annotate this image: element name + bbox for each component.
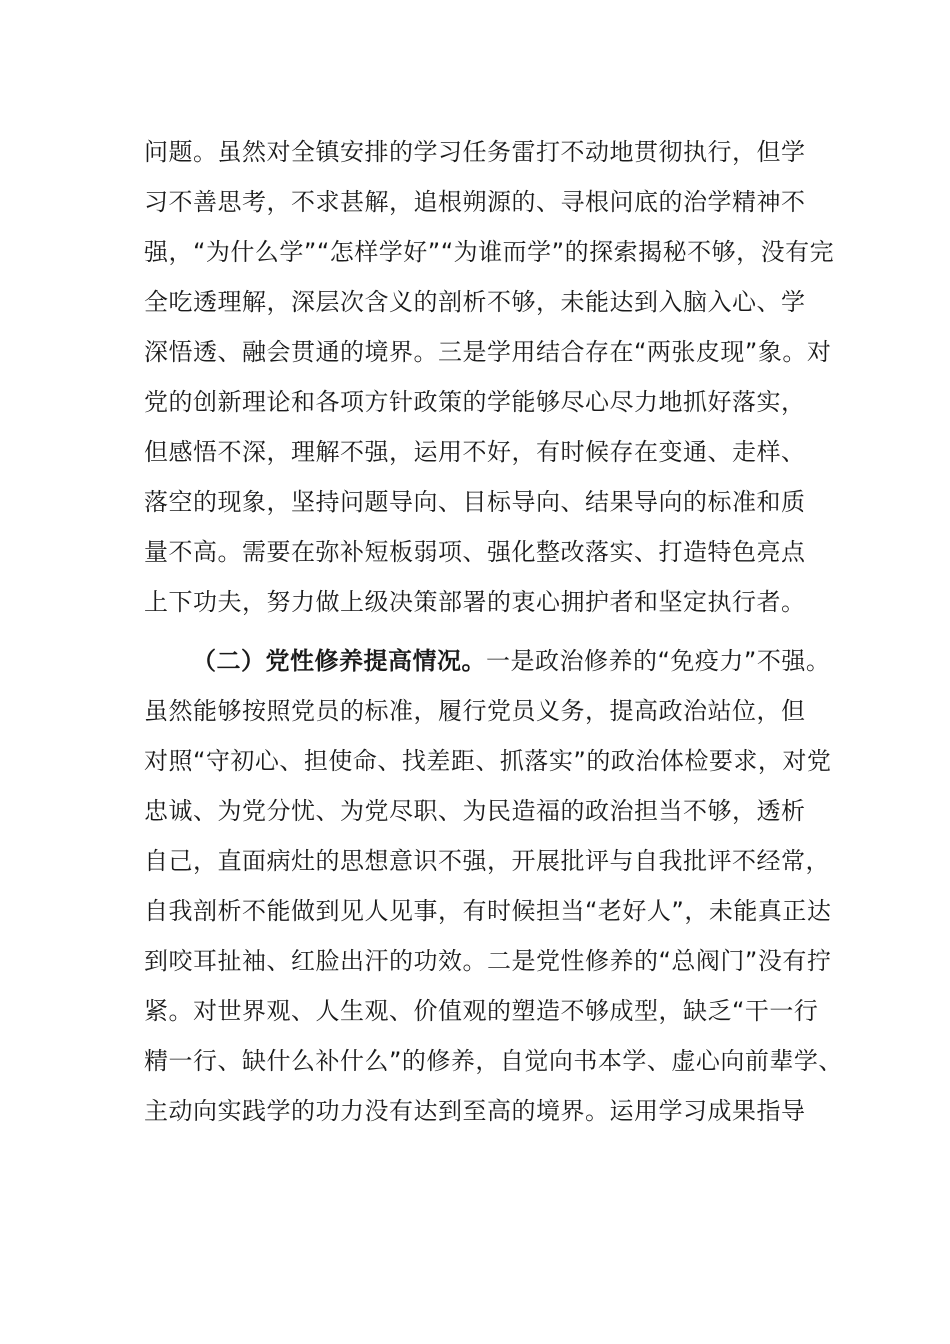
paragraph-2-line: 精一行、缺什么补什么”的修养，自觉向书本学、虚心向前辈学、 (144, 1047, 843, 1075)
paragraph-2-first-line (144, 636, 831, 686)
paragraph-1-line: 量不高。需要在弥补短板弱项、强化整改落实、打造特色亮点 (144, 538, 806, 566)
paragraph-1-line: 落空的现象，坚持问题导向、目标导向、结果导向的标准和质 (144, 488, 806, 516)
section-heading: （二）党性修养提高情况。 (192, 647, 486, 675)
paragraph-2-line: 虽然能够按照党员的标准，履行党员义务，提高政治站位，但 (144, 697, 806, 725)
paragraph-2-line: 对照“守初心、担使命、找差距、抓落实”的政治体检要求，对党 (144, 747, 832, 775)
paragraph-2-line: 到咬耳扯袖、红脸出汗的功效。二是党性修养的“总阀门”没有拧 (144, 947, 832, 975)
paragraph-1-line: 习不善思考，不求甚解，追根朔源的、寻根问底的治学精神不 (144, 188, 806, 216)
paragraph-2-line: 自我剖析不能做到见人见事，有时候担当“老好人”，未能真正达 (144, 897, 832, 925)
paragraph-2 (144, 636, 843, 1136)
paragraph-1-line: 深悟透、融会贯通的境界。三是学用结合存在“两张皮现”象。对 (144, 338, 832, 366)
paragraph-1-line: 党的创新理论和各项方针政策的学能够尽心尽力地抓好落实， (144, 388, 806, 416)
paragraph-2-line: 自己，直面病灶的思想意识不强，开展批评与自我批评不经常， (144, 847, 830, 875)
paragraph-1-line: 上下功夫，努力做上级决策部署的衷心拥护者和坚定执行者。 (144, 588, 806, 616)
paragraph-1-line: 全吃透理解，深层次含义的剖析不够，未能达到入脑入心、学 (144, 288, 806, 316)
paragraph-2-first-line-text: 一是政治修养的“免疫力”不强。 (486, 647, 831, 675)
paragraph-1-line: 问题。虽然对全镇安排的学习任务雷打不动地贯彻执行，但学 (144, 138, 806, 166)
paragraph-1-line: 强，“为什么学”“怎样学好”“为谁而学”的探索揭秘不够，没有完 (144, 238, 835, 266)
paragraph-1-line: 但感悟不深，理解不强，运用不好，有时候存在变通、走样、 (144, 438, 806, 466)
paragraph-2-line: 主动向实践学的功力没有达到至高的境界。运用学习成果指导 (144, 1097, 806, 1125)
paragraph-2-line: 忠诚、为党分忧、为党尽职、为民造福的政治担当不够，透析 (144, 797, 806, 825)
paragraph-1 (144, 127, 835, 627)
paragraph-2-line: 紧。对世界观、人生观、价值观的塑造不够成型，缺乏“干一行 (144, 997, 819, 1025)
